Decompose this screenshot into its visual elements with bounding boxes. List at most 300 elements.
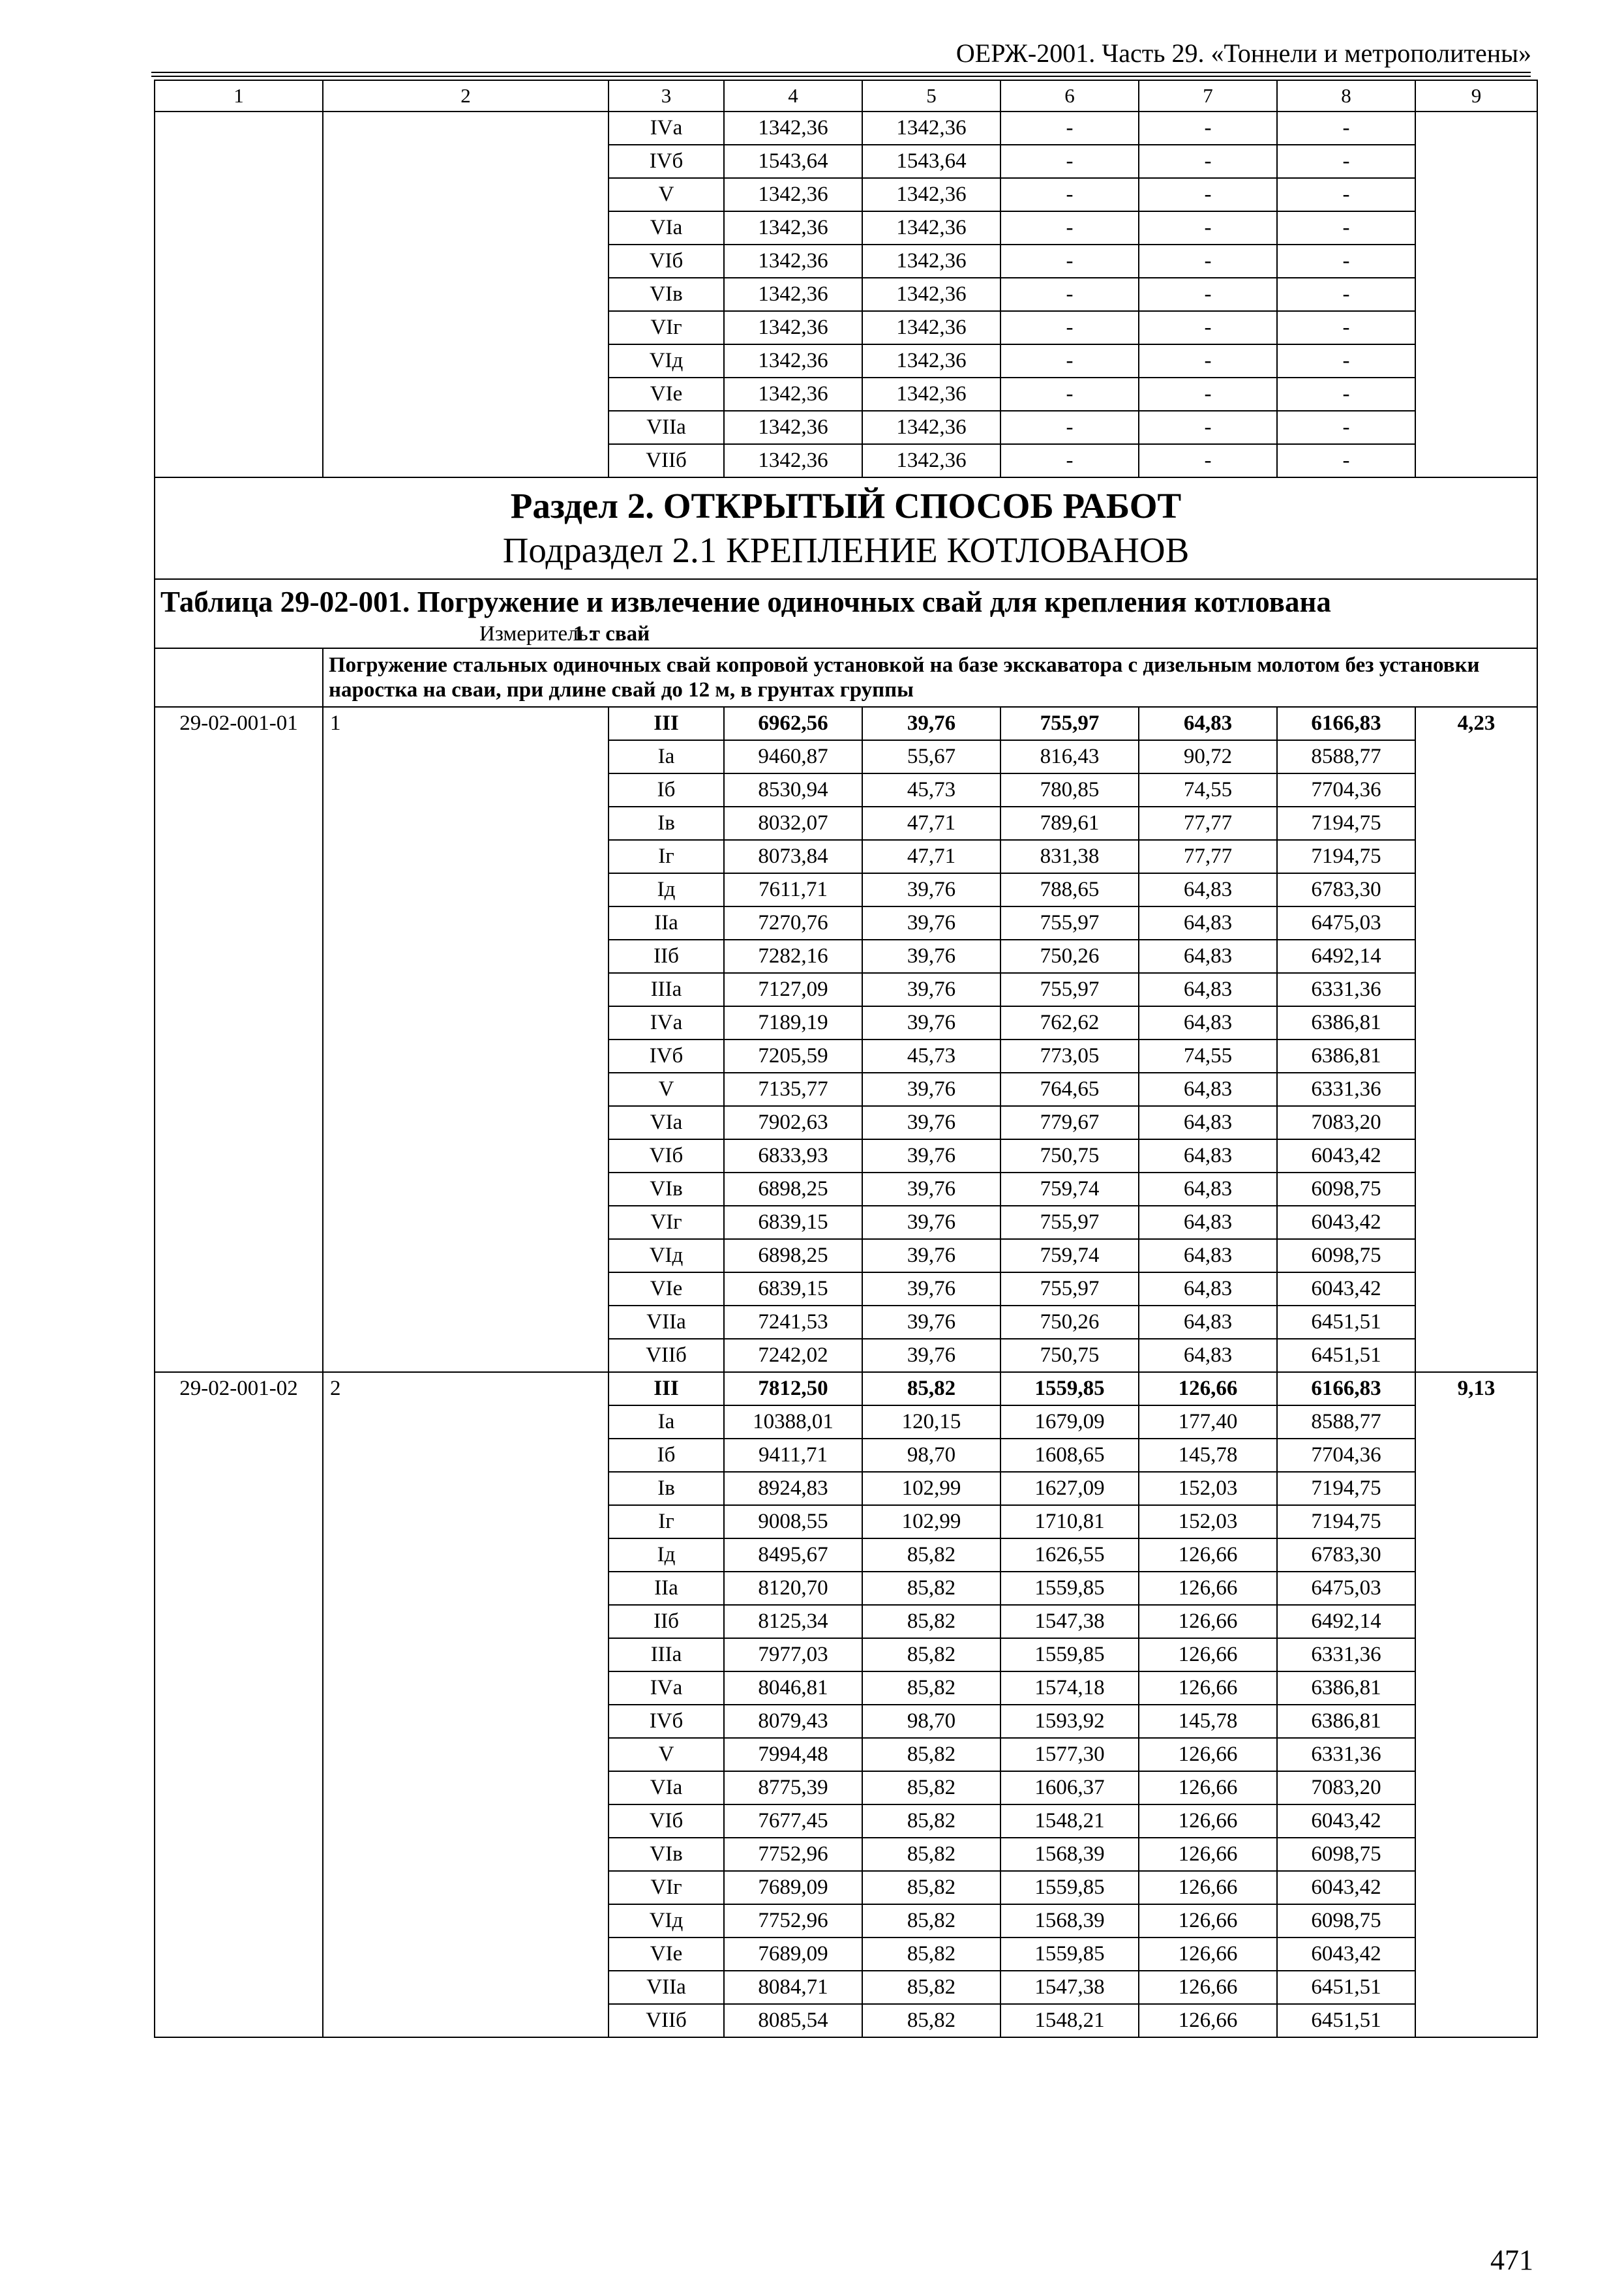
value-cell: 39,76 [862, 906, 1000, 940]
value-cell: 39,76 [862, 1106, 1000, 1139]
soil-group-cell: VIIа [609, 1306, 724, 1339]
value-cell: - [1277, 278, 1415, 311]
value-cell: 6783,30 [1277, 1538, 1415, 1572]
value-cell: 64,83 [1139, 1239, 1277, 1272]
soil-group-cell: IIа [609, 906, 724, 940]
value-cell: 1626,55 [1000, 1538, 1139, 1572]
value-cell: 85,82 [862, 1372, 1000, 1405]
value-cell: 64,83 [1139, 707, 1277, 740]
value-cell: 7994,48 [724, 1738, 862, 1771]
value-cell: 6043,42 [1277, 1804, 1415, 1838]
soil-group-cell: VIд [609, 1904, 724, 1937]
item-number-cell: 2 [323, 1372, 609, 2037]
value-cell: 1342,36 [862, 311, 1000, 344]
value-cell: 85,82 [862, 1572, 1000, 1605]
column-number: 8 [1277, 80, 1415, 112]
soil-group-cell: V [609, 1073, 724, 1106]
value-cell: 6386,81 [1277, 1040, 1415, 1073]
value-cell: 1547,38 [1000, 1605, 1139, 1638]
value-cell: 39,76 [862, 973, 1000, 1006]
value-cell: - [1000, 378, 1139, 411]
value-cell: 6898,25 [724, 1173, 862, 1206]
value-cell: 750,75 [1000, 1339, 1139, 1372]
value-cell: 1627,09 [1000, 1472, 1139, 1505]
value-cell: 7752,96 [724, 1904, 862, 1937]
value-cell: - [1000, 411, 1139, 444]
value-cell: 6898,25 [724, 1239, 862, 1272]
value-cell: 6043,42 [1277, 1871, 1415, 1904]
value-cell: - [1139, 178, 1277, 211]
value-cell: 152,03 [1139, 1472, 1277, 1505]
value-cell: 6098,75 [1277, 1173, 1415, 1206]
value-cell: - [1000, 311, 1139, 344]
value-cell: 98,70 [862, 1439, 1000, 1472]
value-cell: 773,05 [1000, 1040, 1139, 1073]
item-number-cell: 1 [323, 707, 609, 1372]
value-cell: 1710,81 [1000, 1505, 1139, 1538]
value-cell: - [1000, 145, 1139, 178]
column-number: 1 [155, 80, 323, 112]
value-cell: 126,66 [1139, 1804, 1277, 1838]
column-number: 5 [862, 80, 1000, 112]
value-cell: 1679,09 [1000, 1405, 1139, 1439]
value-cell: 6331,36 [1277, 973, 1415, 1006]
value-cell: 1608,65 [1000, 1439, 1139, 1472]
value-cell: 7189,19 [724, 1006, 862, 1040]
soil-group-cell: IVа [609, 1671, 724, 1705]
soil-group-cell: V [609, 1738, 724, 1771]
value-cell: 102,99 [862, 1472, 1000, 1505]
value-cell: 126,66 [1139, 1904, 1277, 1937]
soil-group-cell: Iб [609, 773, 724, 807]
value-cell: 1342,36 [724, 344, 862, 378]
value-cell: 8085,54 [724, 2004, 862, 2037]
soil-group-cell: IIIа [609, 973, 724, 1006]
value-cell: - [1139, 444, 1277, 477]
value-cell: 64,83 [1139, 1073, 1277, 1106]
name-cell-empty [323, 112, 609, 477]
soil-group-cell: VIIб [609, 444, 724, 477]
value-cell: 1342,36 [724, 245, 862, 278]
value-cell: 90,72 [1139, 740, 1277, 773]
value-cell: 85,82 [862, 1771, 1000, 1804]
value-cell: 6386,81 [1277, 1006, 1415, 1040]
value-cell: 64,83 [1139, 940, 1277, 973]
soil-group-cell: IIб [609, 1605, 724, 1638]
code-cell-empty [155, 112, 323, 477]
value-cell: 762,62 [1000, 1006, 1139, 1040]
value-cell: 755,97 [1000, 707, 1139, 740]
value-cell: 64,83 [1139, 1106, 1277, 1139]
value-cell: 126,66 [1139, 1937, 1277, 1971]
value-cell: 6492,14 [1277, 1605, 1415, 1638]
soil-group-cell: IVа [609, 112, 724, 145]
value-cell: 7270,76 [724, 906, 862, 940]
measure-line [160, 620, 1531, 648]
value-cell: - [1000, 444, 1139, 477]
value-cell: 45,73 [862, 1040, 1000, 1073]
value-cell: 1593,92 [1000, 1705, 1139, 1738]
value-cell: 64,83 [1139, 973, 1277, 1006]
value-cell: 6331,36 [1277, 1073, 1415, 1106]
coef-cell-empty [1415, 112, 1537, 477]
value-cell: 7689,09 [724, 1937, 862, 1971]
value-cell: 74,55 [1139, 773, 1277, 807]
value-cell: 8588,77 [1277, 1405, 1415, 1439]
value-cell: 755,97 [1000, 1272, 1139, 1306]
value-cell: 126,66 [1139, 1771, 1277, 1804]
value-cell: - [1277, 411, 1415, 444]
value-cell: 8079,43 [724, 1705, 862, 1738]
value-cell: 1342,36 [724, 444, 862, 477]
column-number: 3 [609, 80, 724, 112]
soil-group-cell: III [609, 707, 724, 740]
value-cell: 39,76 [862, 1206, 1000, 1239]
value-cell: 85,82 [862, 2004, 1000, 2037]
value-cell: 7611,71 [724, 873, 862, 906]
value-cell: 8924,83 [724, 1472, 862, 1505]
value-cell: 7704,36 [1277, 1439, 1415, 1472]
value-cell: 1342,36 [862, 178, 1000, 211]
value-cell: 7083,20 [1277, 1771, 1415, 1804]
value-cell: 6492,14 [1277, 940, 1415, 973]
page-number: 471 [1490, 2244, 1533, 2276]
value-cell: - [1277, 311, 1415, 344]
value-cell: 6783,30 [1277, 873, 1415, 906]
soil-group-cell: VIв [609, 1838, 724, 1871]
description-row [155, 648, 1537, 707]
running-header: ОЕРЖ-2001. Часть 29. «Тоннели и метрополитены» [955, 38, 1531, 68]
value-cell: 759,74 [1000, 1173, 1139, 1206]
soil-group-cell: Iг [609, 1505, 724, 1538]
value-cell: 39,76 [862, 707, 1000, 740]
value-cell: 1559,85 [1000, 1871, 1139, 1904]
value-cell: 1548,21 [1000, 1804, 1139, 1838]
soil-group-cell: IVб [609, 1040, 724, 1073]
soil-group-cell: V [609, 178, 724, 211]
value-cell: - [1000, 344, 1139, 378]
soil-group-cell: VIг [609, 311, 724, 344]
column-number-row [155, 80, 1537, 112]
value-cell: 39,76 [862, 1139, 1000, 1173]
column-number: 2 [323, 80, 609, 112]
value-cell: 7282,16 [724, 940, 862, 973]
soil-group-cell: III [609, 1372, 724, 1405]
value-cell: - [1277, 444, 1415, 477]
value-cell: 1543,64 [724, 145, 862, 178]
soil-group-cell: VIг [609, 1206, 724, 1239]
soil-group-cell: Iа [609, 1405, 724, 1439]
value-cell: 64,83 [1139, 1006, 1277, 1040]
value-cell: 85,82 [862, 1838, 1000, 1871]
table-title: Таблица 29-02-001. Погружение и извлечение одиночных свай для крепления котлована [160, 586, 1331, 618]
value-cell: 764,65 [1000, 1073, 1139, 1106]
value-cell: 1342,36 [862, 411, 1000, 444]
soil-group-cell: VIб [609, 1139, 724, 1173]
value-cell: 1574,18 [1000, 1671, 1139, 1705]
value-cell: 85,82 [862, 1937, 1000, 1971]
value-cell: 759,74 [1000, 1239, 1139, 1272]
value-cell: 6451,51 [1277, 2004, 1415, 2037]
soil-group-cell: VIд [609, 1239, 724, 1272]
value-cell: 85,82 [862, 1971, 1000, 2004]
value-cell: - [1277, 378, 1415, 411]
value-cell: 45,73 [862, 773, 1000, 807]
soil-group-cell: VIе [609, 1272, 724, 1306]
soil-group-cell: IIб [609, 940, 724, 973]
measure-value: 1 т свай [573, 622, 650, 646]
table-title-cell [155, 579, 1537, 648]
section-title: Раздел 2. ОТКРЫТЫЙ СПОСОБ РАБОТ [510, 486, 1182, 526]
value-cell: 85,82 [862, 1605, 1000, 1638]
value-cell: 1342,36 [724, 112, 862, 145]
soil-group-cell: VIб [609, 245, 724, 278]
header-rule-double [151, 76, 1531, 77]
soil-group-cell: VIIб [609, 1339, 724, 1372]
value-cell: - [1139, 411, 1277, 444]
value-cell: 8495,67 [724, 1538, 862, 1572]
value-cell: 8120,70 [724, 1572, 862, 1605]
soil-group-cell: VIIб [609, 2004, 724, 2037]
value-cell: 7127,09 [724, 973, 862, 1006]
value-cell: 789,61 [1000, 807, 1139, 840]
value-cell: 126,66 [1139, 1372, 1277, 1405]
value-cell: 39,76 [862, 1173, 1000, 1206]
value-cell: 1342,36 [724, 411, 862, 444]
price-table [154, 80, 1538, 2038]
value-cell: 145,78 [1139, 1705, 1277, 1738]
value-cell: 6833,93 [724, 1139, 862, 1173]
value-cell: 1547,38 [1000, 1971, 1139, 2004]
value-cell: 7194,75 [1277, 1505, 1415, 1538]
value-cell: 6451,51 [1277, 1339, 1415, 1372]
value-cell: 6331,36 [1277, 1638, 1415, 1671]
value-cell: 6475,03 [1277, 906, 1415, 940]
work-description: Погружение стальных одиночных свай копровой установкой на базе экскаватора с дизельным молотом без установки наростка на сваи, при длине свай до 12 м, в грунтах группы [323, 648, 1537, 707]
value-cell: 6386,81 [1277, 1671, 1415, 1705]
value-cell: 39,76 [862, 1006, 1000, 1040]
value-cell: 7083,20 [1277, 1106, 1415, 1139]
value-cell: 755,97 [1000, 1206, 1139, 1239]
soil-group-cell: IVб [609, 145, 724, 178]
table-row [155, 707, 1537, 740]
section-row [155, 477, 1537, 579]
soil-group-cell: VIе [609, 378, 724, 411]
value-cell: - [1000, 245, 1139, 278]
value-cell: 102,99 [862, 1505, 1000, 1538]
value-cell: 7704,36 [1277, 773, 1415, 807]
value-cell: - [1139, 112, 1277, 145]
value-cell: 6166,83 [1277, 707, 1415, 740]
value-cell: 85,82 [862, 1738, 1000, 1771]
value-cell: - [1277, 344, 1415, 378]
value-cell: 7902,63 [724, 1106, 862, 1139]
value-cell: 831,38 [1000, 840, 1139, 873]
value-cell: 39,76 [862, 1272, 1000, 1306]
value-cell: 64,83 [1139, 1173, 1277, 1206]
value-cell: - [1139, 145, 1277, 178]
value-cell: 64,83 [1139, 1272, 1277, 1306]
value-cell: 126,66 [1139, 1838, 1277, 1871]
value-cell: 8588,77 [1277, 740, 1415, 773]
value-cell: - [1000, 112, 1139, 145]
table-title-row [155, 579, 1537, 648]
value-cell: 152,03 [1139, 1505, 1277, 1538]
value-cell: 9008,55 [724, 1505, 862, 1538]
soil-group-cell: Iв [609, 807, 724, 840]
value-cell: 750,75 [1000, 1139, 1139, 1173]
value-cell: 9460,87 [724, 740, 862, 773]
value-cell: 779,67 [1000, 1106, 1139, 1139]
value-cell: 39,76 [862, 1073, 1000, 1106]
value-cell: 8084,71 [724, 1971, 862, 2004]
value-cell: - [1000, 178, 1139, 211]
value-cell: 1568,39 [1000, 1838, 1139, 1871]
value-cell: 85,82 [862, 1638, 1000, 1671]
value-cell: 788,65 [1000, 873, 1139, 906]
value-cell: 6451,51 [1277, 1971, 1415, 2004]
value-cell: 1342,36 [862, 278, 1000, 311]
soil-group-cell: IVа [609, 1006, 724, 1040]
code-cell: 29-02-001-02 [155, 1372, 323, 2037]
value-cell: 755,97 [1000, 906, 1139, 940]
soil-group-cell: VIб [609, 1804, 724, 1838]
value-cell: 7242,02 [724, 1339, 862, 1372]
value-cell: 7752,96 [724, 1838, 862, 1871]
value-cell: 755,97 [1000, 973, 1139, 1006]
value-cell: 8125,34 [724, 1605, 862, 1638]
value-cell: - [1000, 278, 1139, 311]
value-cell: 7812,50 [724, 1372, 862, 1405]
value-cell: 120,15 [862, 1405, 1000, 1439]
value-cell: 8530,94 [724, 773, 862, 807]
value-cell: 77,77 [1139, 840, 1277, 873]
value-cell: 1548,21 [1000, 2004, 1139, 2037]
value-cell: 6166,83 [1277, 1372, 1415, 1405]
value-cell: 126,66 [1139, 1671, 1277, 1705]
value-cell: 6962,56 [724, 707, 862, 740]
code-cell: 29-02-001-01 [155, 707, 323, 1372]
value-cell: 8073,84 [724, 840, 862, 873]
value-cell: 7241,53 [724, 1306, 862, 1339]
value-cell: 126,66 [1139, 1871, 1277, 1904]
value-cell: 1342,36 [724, 178, 862, 211]
value-cell: 6043,42 [1277, 1139, 1415, 1173]
soil-group-cell: VIв [609, 1173, 724, 1206]
value-cell: 1342,36 [862, 245, 1000, 278]
value-cell: 1559,85 [1000, 1937, 1139, 1971]
soil-group-cell: IIIа [609, 1638, 724, 1671]
value-cell: - [1277, 145, 1415, 178]
value-cell: 74,55 [1139, 1040, 1277, 1073]
value-cell: 8775,39 [724, 1771, 862, 1804]
column-number: 9 [1415, 80, 1537, 112]
value-cell: 750,26 [1000, 940, 1139, 973]
value-cell: 126,66 [1139, 2004, 1277, 2037]
value-cell: 126,66 [1139, 1738, 1277, 1771]
value-cell: 8032,07 [724, 807, 862, 840]
measure-label: Измеритель: [479, 622, 594, 646]
value-cell: 126,66 [1139, 1971, 1277, 2004]
value-cell: 64,83 [1139, 1339, 1277, 1372]
soil-group-cell: VIе [609, 1937, 724, 1971]
value-cell: - [1000, 211, 1139, 245]
soil-group-cell: Iд [609, 1538, 724, 1572]
table-row [155, 112, 1537, 145]
value-cell: 816,43 [1000, 740, 1139, 773]
soil-group-cell: IVб [609, 1705, 724, 1738]
value-cell: 126,66 [1139, 1572, 1277, 1605]
value-cell: 85,82 [862, 1538, 1000, 1572]
soil-group-cell: VIа [609, 211, 724, 245]
value-cell: 780,85 [1000, 773, 1139, 807]
value-cell: 750,26 [1000, 1306, 1139, 1339]
value-cell: 1342,36 [724, 211, 862, 245]
value-cell: - [1277, 245, 1415, 278]
value-cell: - [1139, 245, 1277, 278]
value-cell: 39,76 [862, 940, 1000, 973]
value-cell: 7205,59 [724, 1040, 862, 1073]
value-cell: 1342,36 [862, 112, 1000, 145]
value-cell: - [1277, 211, 1415, 245]
value-cell: 8046,81 [724, 1671, 862, 1705]
column-number: 6 [1000, 80, 1139, 112]
section-heading [155, 477, 1537, 579]
value-cell: 7689,09 [724, 1871, 862, 1904]
value-cell: 1568,39 [1000, 1904, 1139, 1937]
value-cell: 6043,42 [1277, 1206, 1415, 1239]
value-cell: 6043,42 [1277, 1937, 1415, 1971]
soil-group-cell: IIа [609, 1572, 724, 1605]
column-number: 7 [1139, 80, 1277, 112]
value-cell: - [1139, 278, 1277, 311]
coef-cell: 4,23 [1415, 707, 1537, 1372]
description-blank [155, 648, 323, 707]
value-cell: 7194,75 [1277, 840, 1415, 873]
value-cell: 39,76 [862, 1339, 1000, 1372]
value-cell: 1342,36 [724, 378, 862, 411]
value-cell: 1559,85 [1000, 1572, 1139, 1605]
value-cell: 1342,36 [862, 378, 1000, 411]
value-cell: 7194,75 [1277, 807, 1415, 840]
value-cell: 7194,75 [1277, 1472, 1415, 1505]
value-cell: 126,66 [1139, 1638, 1277, 1671]
value-cell: 85,82 [862, 1871, 1000, 1904]
value-cell: 1342,36 [724, 278, 862, 311]
value-cell: 39,76 [862, 1306, 1000, 1339]
coef-cell: 9,13 [1415, 1372, 1537, 2037]
value-cell: 6098,75 [1277, 1239, 1415, 1272]
value-cell: 126,66 [1139, 1605, 1277, 1638]
value-cell: 10388,01 [724, 1405, 862, 1439]
value-cell: 6451,51 [1277, 1306, 1415, 1339]
value-cell: 1342,36 [862, 211, 1000, 245]
value-cell: - [1277, 112, 1415, 145]
value-cell: - [1139, 344, 1277, 378]
value-cell: - [1277, 178, 1415, 211]
soil-group-cell: VIд [609, 344, 724, 378]
value-cell: 64,83 [1139, 906, 1277, 940]
value-cell: 6839,15 [724, 1272, 862, 1306]
soil-group-cell: Iв [609, 1472, 724, 1505]
soil-group-cell: VIа [609, 1106, 724, 1139]
value-cell: 1559,85 [1000, 1372, 1139, 1405]
value-cell: 85,82 [862, 1804, 1000, 1838]
value-cell: 85,82 [862, 1671, 1000, 1705]
value-cell: 6331,36 [1277, 1738, 1415, 1771]
value-cell: 177,40 [1139, 1405, 1277, 1439]
value-cell: 47,71 [862, 840, 1000, 873]
